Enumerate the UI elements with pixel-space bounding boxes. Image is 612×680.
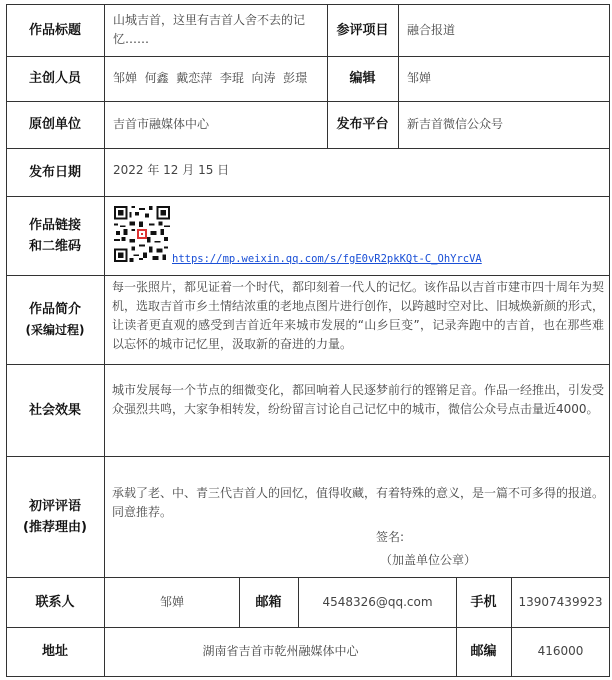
intro-label-line1: 作品简介 [28,301,81,317]
title-value-line2: 忆…… [113,32,150,46]
effect-text: 城市发展每一个节点的细微变化，都回响着人民逐梦前行的铿锵足音。作品一经推出，引发受众强烈共鸣，大家争相转发，纷纷留言讨论自己记忆中的城市，微信公众号点击量近4000。 [112,383,605,416]
platform-label: 发布平台 [336,117,389,132]
email-value: 4548326@qq.com [322,594,433,609]
postcode-label: 邮编 [470,644,497,659]
email-label: 邮箱 [255,594,282,610]
signature-label: 签名: [376,530,405,544]
review-text: 承载了老、中、青三代吉首人的回忆，值得收藏，有着特殊的意义，是一篇不可多得的报道。同意推荐。 [112,486,605,519]
review-label-line1: 初评评语 [28,498,81,514]
link-label-line1: 作品链接 [28,217,81,233]
unit-label: 原创单位 [28,117,81,132]
category-label: 参评项目 [336,22,389,38]
editor-label: 编辑 [349,71,376,86]
link-label [6,196,104,275]
category-value: 融合报道 [407,22,456,37]
review-label-line2: (推荐理由) [23,519,87,535]
intro-label-line2: (采编过程) [25,322,85,337]
intro-text: 每一张照片，都见证着一个时代，都印刻着一代人的记忆。该作品以吉首市建市四十周年为契机，选取吉首市乡土情结浓重的老地点图片进行创作，以跨越时空对比、旧城焕新颜的形式，让读者更直观的感受到吉首近年来城市发展的“山乡巨变”，记录奔跑中的吉首，也在那些难以忘怀的城市记忆里，汲取新的奋进的力量。 [112,280,605,351]
contact-label: 联系人 [35,594,75,610]
review-label [6,456,104,577]
unit-value: 吉首市融媒体中心 [113,117,210,131]
address-value: 湖南省吉首市乾州融媒体中心 [202,644,359,658]
date-label: 发布日期 [28,164,81,180]
title-label: 作品标题 [28,22,81,38]
editor-value: 邹婵 [407,71,432,85]
article-link[interactable]: https://mp.weixin.qq.com/s/fgE0vR2pkKQt-C_OhYrcVA [172,253,482,265]
qr-code[interactable] [114,206,170,262]
postcode-value: 416000 [537,644,584,658]
phone-label: 手机 [470,594,497,610]
table-border-bottom [6,676,610,677]
address-label: 地址 [41,644,68,659]
creators-label: 主创人员 [28,71,81,86]
platform-value: 新吉首微信公众号 [407,117,504,131]
date-value: 2022 年 12 月 15 日 [113,162,230,177]
creators-value: 邹婵 何鑫 戴恋萍 李琨 向涛 彭璟 [113,71,308,85]
effect-label: 社会效果 [28,402,81,418]
intro-label [6,275,104,364]
title-value [105,4,327,56]
phone-value: 13907439923 [518,594,603,609]
title-value-line1: 山城吉首，这里有吉首人舍不去的记 [113,13,306,27]
link-label-line2: 和二维码 [28,238,81,254]
seal-label: （加盖单位公章） [380,553,477,567]
contact-value: 邹婵 [159,594,184,609]
